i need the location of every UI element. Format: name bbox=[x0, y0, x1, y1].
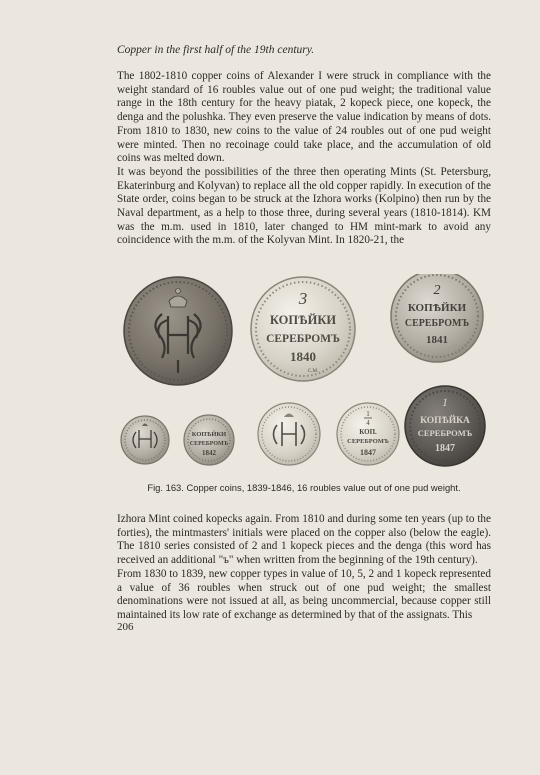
paragraph: The 1802-1810 copper coins of Alexander I were struck in compliance with the weight standard of 16 roubles value out of one pud weight; the traditional value range in the 18th century for the heavy piatak, 2 kopeck piece, one kopeck, the denga and the polushka. They even preserve the value indication by means of dots. From 1810 to 1830, new coins to the value of 24 roubles out of one pud weight were minted. Then no recoinage could take place, and the accumulation of old coins was melted down. bbox=[117, 70, 491, 165]
coin-7-line-1: КОП. bbox=[359, 428, 377, 436]
paragraph: It was beyond the possibilities of the three then operating Mints (St. Petersburg, Ekaterinburg and Kolyvan) to replace all the old copper rapidly. In execution of the State order, coins began to be struck at the Izhora works (Kolpino) then run by the Naval department, as a help to those three, during several years (1810-1814). KM was the m.m. used in 1810, later changed to HM mint-mark to avoid any coincidence with the m.m. of the Kolyvan Mint. In 1820-21, the bbox=[117, 165, 491, 247]
coin-4 bbox=[121, 416, 169, 464]
page-number: 206 bbox=[117, 621, 134, 633]
coin-8-line-1: КОПѢЙКА bbox=[420, 416, 470, 426]
coin-8 bbox=[405, 386, 485, 466]
coin-plate-image bbox=[117, 274, 491, 474]
section-heading: Copper in the first half of the 19th century. bbox=[117, 44, 315, 56]
coin-5-line-2: СЕРЕБРОМЪ bbox=[189, 441, 229, 447]
coin-5-line-1: КОПѢЙКИ bbox=[191, 431, 227, 438]
paragraph: Izhora Mint coined kopecks again. From 1810 and during some ten years (up to the forties), the mintmasters' initials were placed on the copper also (below the eagle). The 1810 series consisted of 2 and 1 kopeck pieces and the denga (this word has received an additional "ъ" when written from the beginning of the 19th century). bbox=[117, 513, 491, 567]
coin-1 bbox=[124, 277, 232, 385]
coin-7-value-num: 1 bbox=[366, 410, 370, 418]
coin-2-line-2: СЕРЕБРОМЪ bbox=[266, 333, 340, 345]
coin-2-value: 3 bbox=[298, 289, 308, 308]
coin-2-line-1: КОПѢЙКИ bbox=[269, 313, 337, 327]
coin-3-line-2: СЕРЕБРОМЪ bbox=[404, 318, 470, 329]
coin-2 bbox=[251, 277, 355, 381]
coin-6 bbox=[258, 403, 320, 465]
coin-5-year: 1842 bbox=[202, 449, 216, 457]
coin-3-year: 1841 bbox=[426, 334, 448, 346]
body-text-top bbox=[117, 70, 491, 248]
coin-7-value-den: 4 bbox=[366, 419, 370, 427]
coin-plate bbox=[117, 274, 491, 474]
coin-7 bbox=[337, 403, 399, 465]
figure-caption: Fig. 163. Copper coins, 1839-1846, 16 roubles value out of one pud weight. bbox=[147, 482, 461, 493]
body-text-bottom bbox=[117, 513, 491, 623]
coin-2-year: 1840 bbox=[290, 349, 316, 364]
coin-8-value: 1 bbox=[442, 395, 448, 409]
coin-7-line-2: СЕРЕБРОМЪ bbox=[347, 438, 389, 445]
coin-3-line-1: КОПѢЙКИ bbox=[407, 302, 467, 314]
coin-8-line-2: СЕРЕБРОМЪ bbox=[417, 428, 473, 438]
coin-3 bbox=[391, 274, 483, 362]
coin-5 bbox=[184, 415, 234, 465]
coin-8-year: 1847 bbox=[435, 443, 455, 454]
coin-2-mintmark: С.М. bbox=[307, 369, 319, 374]
coin-3-value: 2 bbox=[433, 283, 441, 298]
paragraph: From 1830 to 1839, new copper types in value of 10, 5, 2 and 1 kopeck represented a value of 36 roubles when struck out of one pud weight; the smallest denominations were not issued at all, as being uncommercial, because copper still maintained its low rate of exchange as determined by that of the assignats. This bbox=[117, 567, 491, 621]
coin-7-year: 1847 bbox=[360, 448, 376, 457]
